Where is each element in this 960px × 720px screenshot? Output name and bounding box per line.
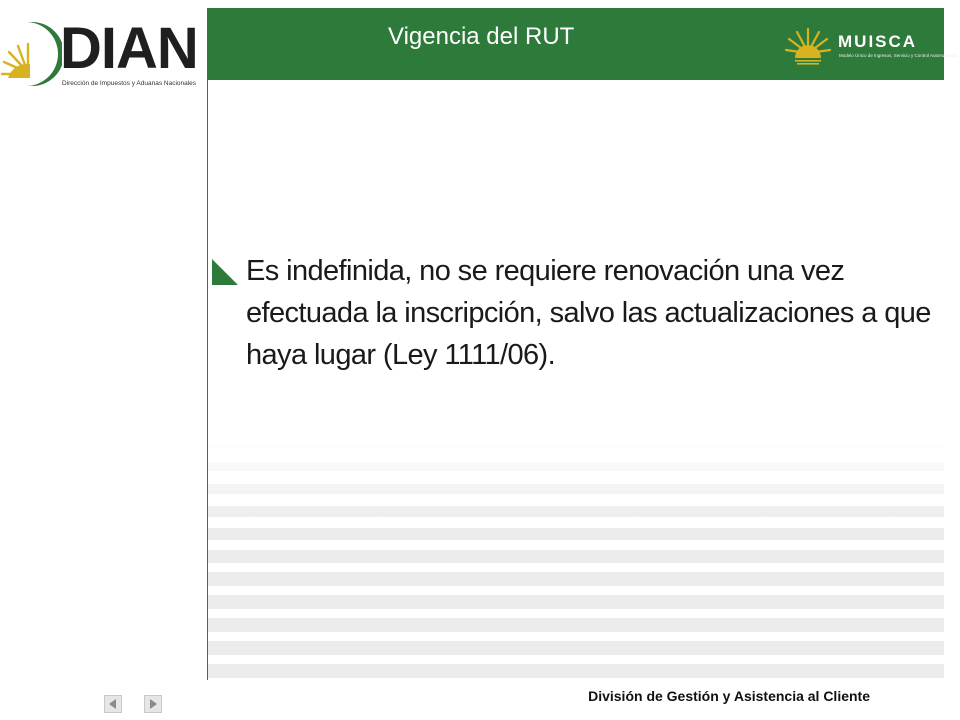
slide-title: Vigencia del RUT [388,23,575,50]
dian-wordmark: DIAN [60,16,198,81]
footer-text: División de Gestión y Asistencia al Cliente [588,688,870,704]
next-slide-button[interactable] [144,695,162,713]
triangle-bullet-icon [212,259,238,285]
muisca-wordmark: MUISCA [838,32,918,51]
muisca-logo [783,26,958,68]
bullet-text: Es indefinida, no se requiere renovación una vez efectuada la inscripción, salvo las actualizaciones a que haya lugar (Ley 1111/06). [246,255,931,371]
previous-slide-button[interactable] [104,695,122,713]
previous-slide-icon [105,696,121,712]
dian-sun-icon [0,12,62,92]
header-bar [208,8,958,80]
background-stripes [208,440,944,680]
dian-logo [0,12,205,92]
dian-subtitle: Dirección de Impuestos y Aduanas Nacionales [62,80,197,87]
next-slide-icon [145,696,161,712]
muisca-subtitle: Modelo Único de Ingresos, Servicio y Control Automatizado [839,53,958,58]
muisca-sun-icon [783,26,833,66]
